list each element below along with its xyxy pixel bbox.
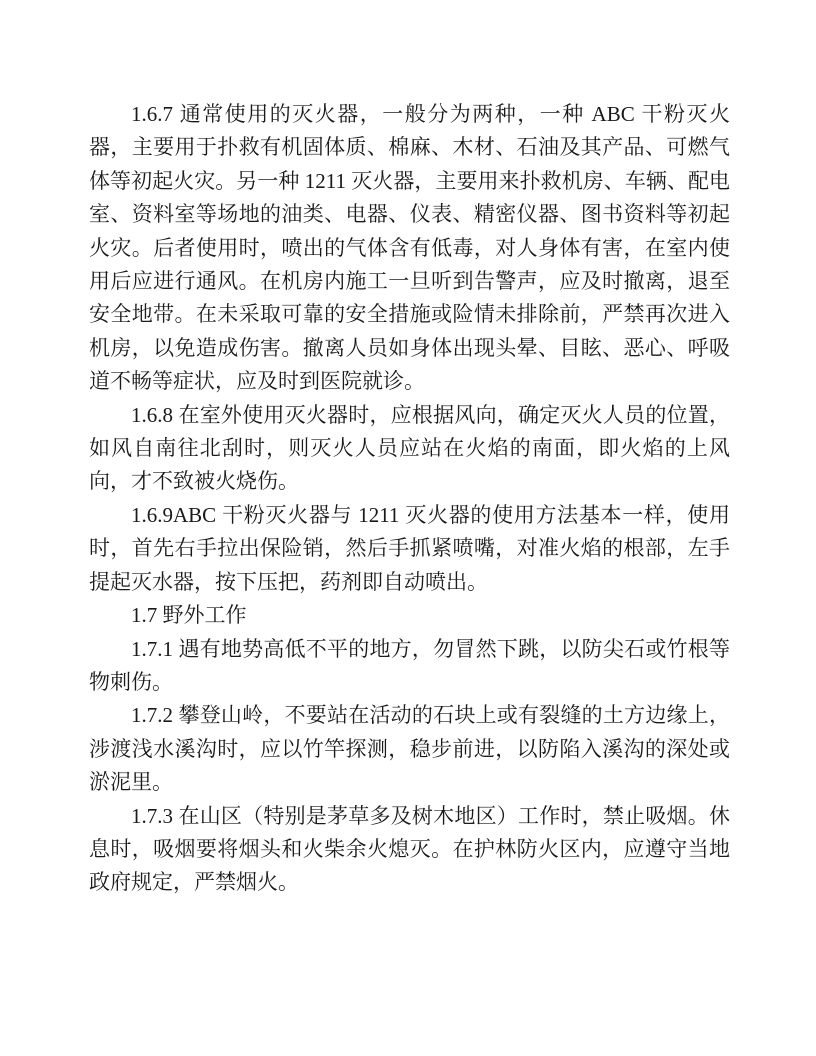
paragraph-1-7-3: 1.7.3 在山区（特别是茅草多及树木地区）工作时，禁止吸烟。休息时，吸烟要将烟头和火柴余火熄灭。在护林防火区内，应遵守当地政府规定，严禁烟火。 bbox=[89, 803, 730, 895]
paragraph-1-6-8: 1.6.8 在室外使用灭火器时，应根据风向，确定灭火人员的位置，如风自南往北刮时，则灭火人员应站在火焰的南面，即火焰的上风向，才不致被火烧伤。 bbox=[89, 402, 730, 494]
heading-1-7: 1.7 野外工作 bbox=[131, 603, 247, 628]
paragraph-1-6-7: 1.6.7 通常使用的灭火器，一般分为两种，一种 ABC 干粉灭火器，主要用于扑救有机固体质、棉麻、木材、石油及其产品、可燃气体等初起火灾。另一种 1211 灭火器，主要用来扑救机房、车辆、配电室、资料室等场地的油类、电器、仪表、精密仪器、图书资料等初起火灾。后者使用时，喷出的气体含有低毒，对人身体有害，在室内使用后应进行通风。在机房内施工一旦听到告警声，应及时撤离，退至安全地带。在未采取可靠的安全措施或险情未排除前，严禁再次进入机房，以免造成伤害。撤离人员如身体出现头晕、目眩、恶心、呼吸道不畅等症状，应及时到医院就诊。 bbox=[89, 102, 730, 394]
document-body bbox=[89, 98, 730, 900]
paragraph-1-7-1: 1.7.1 遇有地势高低不平的地方，勿冒然下跳，以防尖石或竹根等物刺伤。 bbox=[89, 636, 730, 694]
paragraph-1-7-2: 1.7.2 攀登山岭，不要站在活动的石块上或有裂缝的土方边缘上，涉渡浅水溪沟时，应以竹竿探测，稳步前进，以防陷入溪沟的深处或淤泥里。 bbox=[89, 703, 730, 795]
paragraph-1-6-9: 1.6.9ABC 干粉灭火器与 1211 灭火器的使用方法基本一样，使用时，首先右手拉出保险销，然后手抓紧喷嘴，对准火焰的根部，左手提起灭水器，按下压把，药剂即自动喷出。 bbox=[89, 502, 730, 594]
